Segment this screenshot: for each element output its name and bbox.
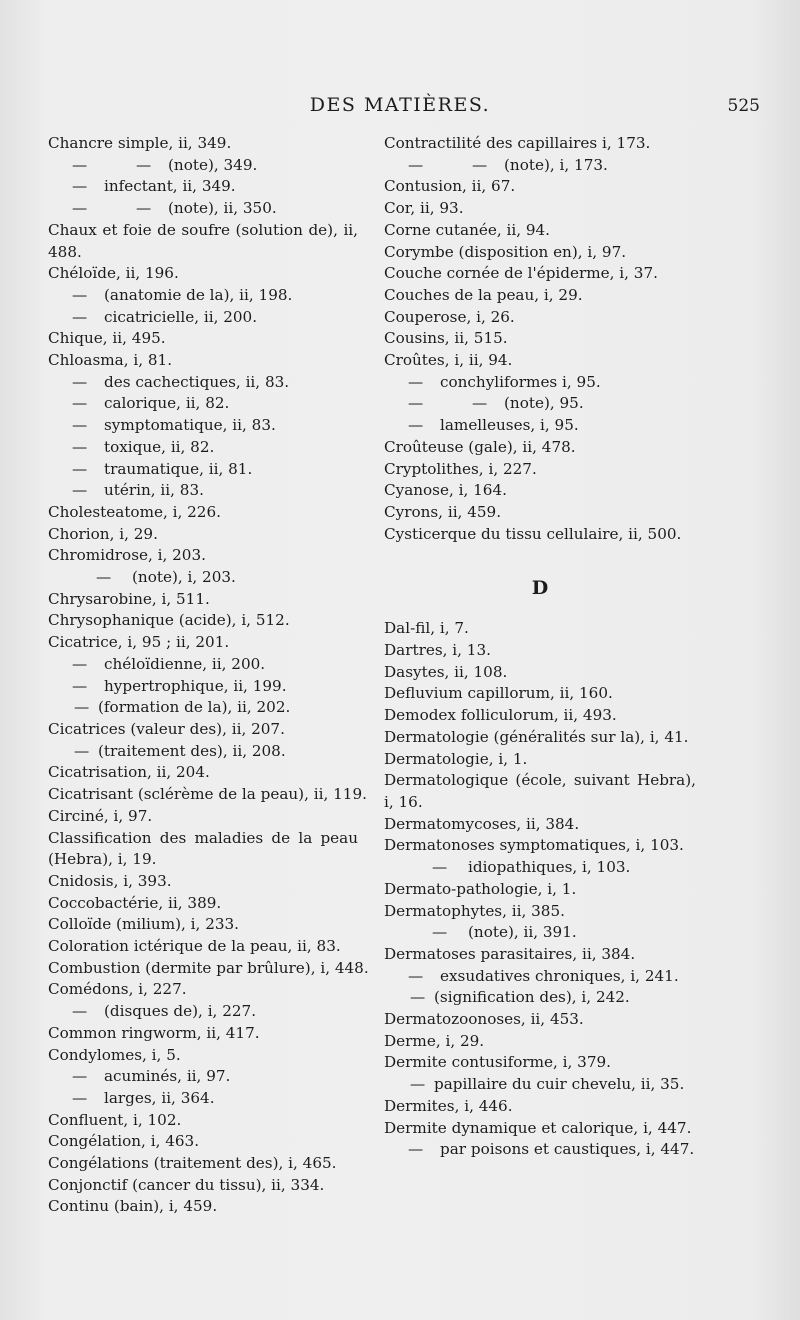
index-entry-text: Dermite contusiforme, i, 379.: [384, 1053, 611, 1072]
index-subentry-text: cicatricielle, ii, 200.: [104, 307, 258, 326]
index-entry: [384, 944, 696, 966]
index-entry: [48, 263, 358, 285]
index-entry: [48, 1175, 358, 1197]
index-subentry-text: par poisons et caustiques, i, 447.: [440, 1140, 695, 1159]
index-entry: [384, 372, 696, 394]
index-entry: [384, 1074, 696, 1096]
index-entry: [384, 1139, 696, 1161]
index-entry-text: Chaux et foie de soufre (solution de), ii, 488.: [48, 220, 358, 261]
index-subentry-text: (anatomie de la), ii, 198.: [104, 285, 293, 304]
index-entry: [384, 350, 696, 372]
index-subentry-text: (traitement des), ii, 208.: [98, 741, 286, 760]
index-entry-text: Condylomes, i, 5.: [48, 1045, 181, 1064]
index-entry-text: Defluvium capillorum, ii, 160.: [384, 684, 613, 703]
ditto-dash: —: [72, 676, 88, 695]
index-entry: [384, 220, 696, 242]
index-entry: [48, 1153, 358, 1175]
index-entry-text: Dermite dynamique et calorique, i, 447.: [384, 1118, 692, 1137]
index-entry: [384, 285, 696, 307]
index-entry: [384, 922, 696, 944]
index-entry: [48, 632, 358, 654]
ditto-dash: —: [72, 285, 88, 304]
index-entry: [48, 762, 358, 784]
index-entry: [384, 835, 696, 857]
ditto-dash: —: [408, 1140, 424, 1159]
index-entry: [48, 676, 358, 698]
index-entry: [384, 1009, 696, 1031]
index-entry-text: Chancre simple, ii, 349.: [48, 134, 232, 152]
index-entry: [384, 987, 696, 1009]
index-entry: [48, 1088, 358, 1110]
index-subentry-text: larges, ii, 364.: [104, 1088, 215, 1107]
index-entry-text: Cnidosis, i, 393.: [48, 871, 172, 890]
index-entry-text: Cryptolithes, i, 227.: [384, 459, 537, 478]
index-entry-text: Dasytes, ii, 108.: [384, 662, 508, 681]
ditto-dash: —: [408, 416, 424, 435]
index-entry-text: Cicatrices (valeur des), ii, 207.: [48, 719, 285, 738]
index-entry: [48, 307, 358, 329]
ditto-dash: —: [136, 155, 152, 174]
ditto-dash: —: [72, 307, 88, 326]
index-subentry-text: exsudatives chroniques, i, 241.: [440, 966, 679, 985]
index-entry: [384, 480, 696, 502]
index-subentry-text: des cachectiques, ii, 83.: [104, 372, 290, 391]
index-subentry-text: (formation de la), ii, 202.: [98, 698, 291, 717]
ditto-dash: —: [72, 437, 88, 456]
index-entry: [48, 806, 358, 828]
index-entry: [48, 697, 358, 719]
index-entry-text: Corne cutanée, ii, 94.: [384, 220, 551, 239]
index-entry: [48, 828, 358, 871]
index-entry-text: Cyanose, i, 164.: [384, 481, 507, 500]
index-entry-text: Chrysophanique (acide), i, 512.: [48, 611, 290, 630]
index-subentry-text: (note), i, 203.: [132, 568, 236, 587]
index-entry: [384, 524, 696, 546]
ditto-dash: —: [72, 155, 88, 174]
index-entry: [48, 328, 358, 350]
index-subentry-text: idiopathiques, i, 103.: [468, 858, 631, 877]
index-entry-text: Dermatologie, i, 1.: [384, 749, 528, 768]
index-entry: [384, 640, 696, 662]
index-entry-text: Couche cornée de l'épiderme, i, 37.: [384, 264, 658, 283]
index-entry: [48, 285, 358, 307]
index-entry-text: Dermatologique (école, suivant Hebra), i, 16.: [384, 771, 696, 811]
index-subentry-text: (note), 349.: [168, 155, 258, 174]
index-entry-text: Dermatoses parasitaires, ii, 384.: [384, 944, 636, 963]
index-entry: [384, 437, 696, 459]
index-entry-text: Comédons, i, 227.: [48, 980, 187, 999]
index-entry: [48, 936, 358, 958]
index-entry: [384, 1031, 696, 1053]
index-entry-text: Common ringworm, ii, 417.: [48, 1023, 260, 1042]
index-entry: [48, 979, 358, 1001]
index-entry-text: Dartres, i, 13.: [384, 641, 491, 660]
index-entry: [48, 893, 358, 915]
ditto-dash: —: [136, 199, 152, 218]
index-subentry-text: chéloïdienne, ii, 200.: [104, 654, 266, 673]
index-entry-text: Cicatrisant (sclérème de la peau), ii, 119.: [48, 785, 367, 804]
index-entry: [384, 155, 696, 177]
ditto-dash: —: [74, 741, 90, 760]
index-entry: [384, 459, 696, 481]
index-subentry-text: symptomatique, ii, 83.: [104, 416, 276, 435]
index-entry-text: Cicatrice, i, 95 ; ii, 201.: [48, 633, 230, 652]
index-entry: [384, 263, 696, 285]
ditto-dash: —: [72, 177, 88, 196]
index-entry: [48, 1045, 358, 1067]
index-entry: [48, 1196, 358, 1218]
index-entry: [48, 589, 358, 611]
index-entry: [48, 567, 358, 589]
index-entry: [48, 220, 358, 263]
index-entry-text: Dal-fil, i, 7.: [384, 619, 469, 638]
index-entry-text: Cor, ii, 93.: [384, 199, 464, 218]
index-subentry-text: infectant, ii, 349.: [104, 177, 236, 196]
ditto-dash: —: [410, 1075, 426, 1094]
index-subentry-text: traumatique, ii, 81.: [104, 459, 253, 478]
index-entry: [48, 784, 367, 806]
index-entry-text: Corymbe (disposition en), i, 97.: [384, 242, 627, 261]
index-entry-text: Croûtes, i, ii, 94.: [384, 351, 513, 370]
index-subentry-text: papillaire du cuir chevelu, ii, 35.: [434, 1075, 685, 1094]
index-entry: [384, 1096, 696, 1118]
index-entry-text: Dermatonoses symptomatiques, i, 103.: [384, 836, 684, 855]
index-entry-text: Demodex folliculorum, ii, 493.: [384, 706, 617, 725]
section-letter-heading: D: [531, 577, 549, 600]
ditto-dash: —: [432, 923, 448, 942]
index-entry: [384, 1052, 696, 1074]
ditto-dash: —: [72, 481, 88, 500]
ditto-dash: —: [72, 1002, 88, 1021]
index-column-right-c-entries: [384, 133, 696, 545]
index-column-left: [48, 133, 369, 1218]
index-entry: [48, 871, 358, 893]
index-entry: [48, 610, 358, 632]
index-entry-text: Chloasma, i, 81.: [48, 351, 173, 370]
index-entry: [384, 242, 696, 264]
index-entry-text: Cyrons, ii, 459.: [384, 502, 502, 521]
index-entry-text: Cicatrisation, ii, 204.: [48, 763, 210, 782]
index-entry: [384, 879, 696, 901]
index-entry: [48, 372, 358, 394]
index-entry-text: Conjonctif (cancer du tissu), ii, 334.: [48, 1175, 325, 1194]
index-entry: [48, 480, 358, 502]
index-entry: [48, 1066, 358, 1088]
index-entry-text: Circiné, i, 97.: [48, 806, 153, 825]
index-entry-text: Contusion, ii, 67.: [384, 177, 516, 196]
ditto-dash: —: [72, 1088, 88, 1107]
index-entry-text: Contractilité des capillaires i, 173.: [384, 134, 651, 152]
index-entry-text: Dermato-pathologie, i, 1.: [384, 879, 577, 898]
index-entry: [384, 814, 696, 836]
index-entry: [384, 307, 696, 329]
index-entry-text: Dermatozoonoses, ii, 453.: [384, 1010, 584, 1029]
index-entry: [384, 901, 696, 923]
ditto-dash: —: [72, 199, 88, 218]
index-subentry-text: (signification des), i, 242.: [434, 988, 630, 1007]
index-entry-text: Chique, ii, 495.: [48, 329, 166, 348]
index-entry: [384, 328, 696, 350]
index-entry: [48, 350, 358, 372]
index-entry-text: Confluent, i, 102.: [48, 1110, 182, 1129]
index-entry: [48, 437, 358, 459]
index-entry: [48, 741, 358, 763]
index-entry-text: Dermatophytes, ii, 385.: [384, 901, 565, 920]
index-entry-text: Cholesteatome, i, 226.: [48, 502, 221, 521]
index-entry: [384, 727, 696, 749]
index-entry: [48, 502, 358, 524]
index-subentry-text: (disques de), i, 227.: [104, 1002, 257, 1021]
index-entry: [384, 415, 696, 437]
index-entry: [48, 1001, 358, 1023]
ditto-dash: —: [408, 394, 424, 413]
index-subentry-text: acuminés, ii, 97.: [104, 1067, 231, 1086]
index-entry: [48, 1131, 358, 1153]
ditto-dash: —: [72, 1067, 88, 1086]
ditto-dash: —: [72, 372, 88, 391]
index-subentry-text: utérin, ii, 83.: [104, 481, 204, 500]
index-entry: [384, 502, 696, 524]
index-entry-text: Dermites, i, 446.: [384, 1096, 513, 1115]
index-entry-text: Combustion (dermite par brûlure), i, 448.: [48, 958, 369, 977]
index-entry-text: Chrysarobine, i, 511.: [48, 589, 210, 608]
index-entry-text: Coccobactérie, ii, 389.: [48, 893, 222, 912]
index-entry-text: Dermatologie (généralités sur la), i, 41.: [384, 727, 689, 746]
index-subentry-text: (note), ii, 391.: [468, 923, 577, 942]
ditto-dash: —: [408, 372, 424, 391]
index-entry-text: Couperose, i, 26.: [384, 307, 515, 326]
page-number: 525: [727, 96, 760, 116]
index-subentry-text: toxique, ii, 82.: [104, 437, 215, 456]
index-entry: [384, 683, 696, 705]
ditto-dash: —: [74, 698, 90, 717]
index-entry-text: Continu (bain), i, 459.: [48, 1197, 218, 1216]
index-entry-text: Congélation, i, 463.: [48, 1132, 200, 1151]
index-entry-text: Croûteuse (gale), ii, 478.: [384, 437, 576, 456]
index-subentry-text: conchyliformes i, 95.: [440, 372, 601, 391]
index-entry-text: Coloration ictérique de la peau, ii, 83.: [48, 937, 341, 956]
ditto-dash: —: [72, 416, 88, 435]
index-entry: [48, 958, 369, 980]
index-entry-text: Congélations (traitement des), i, 465.: [48, 1154, 337, 1173]
index-entry-text: Classification des maladies de la peau (Hebra), i, 19.: [48, 828, 358, 869]
ditto-dash: —: [72, 394, 88, 413]
index-entry: [48, 1110, 358, 1132]
index-entry: [48, 393, 358, 415]
index-entry: [48, 1023, 358, 1045]
index-subentry-text: (note), 95.: [504, 394, 584, 413]
index-entry: [48, 524, 358, 546]
index-entry: [384, 662, 696, 684]
index-entry: [384, 705, 696, 727]
index-subentry-text: (note), i, 173.: [504, 155, 608, 174]
ditto-dash: —: [72, 654, 88, 673]
index-subentry-text: calorique, ii, 82.: [104, 394, 230, 413]
ditto-dash: —: [408, 155, 424, 174]
index-entry-text: Colloïde (milium), i, 233.: [48, 915, 240, 934]
index-entry: [384, 393, 696, 415]
index-column-right-d-entries: [384, 618, 696, 1161]
index-subentry-text: lamelleuses, i, 95.: [440, 416, 579, 435]
index-entry: [48, 545, 358, 567]
ditto-dash: —: [96, 568, 112, 587]
index-entry: [48, 459, 358, 481]
index-entry: [384, 1118, 696, 1140]
index-entry: [48, 176, 358, 198]
page-title: DES MATIÈRES.: [309, 94, 491, 116]
index-entry: [48, 654, 358, 676]
index-entry: [384, 749, 696, 771]
index-entry-text: Derme, i, 29.: [384, 1031, 485, 1050]
index-entry-text: Cysticerque du tissu cellulaire, ii, 500.: [384, 524, 682, 543]
index-subentry-text: hypertrophique, ii, 199.: [104, 676, 287, 695]
index-entry-text: Couches de la peau, i, 29.: [384, 285, 583, 304]
index-entry-text: Dermatomycoses, ii, 384.: [384, 814, 580, 833]
index-entry: [48, 415, 358, 437]
index-entry: [48, 155, 358, 177]
ditto-dash: —: [408, 966, 424, 985]
index-entry: [384, 618, 696, 640]
index-entry-text: Chromidrose, i, 203.: [48, 546, 206, 565]
index-entry-text: Cousins, ii, 515.: [384, 329, 508, 348]
index-entry: [384, 770, 696, 813]
index-entry: [384, 857, 696, 879]
ditto-dash: —: [410, 988, 426, 1007]
index-entry: [48, 198, 358, 220]
ditto-dash: —: [72, 459, 88, 478]
ditto-dash: —: [472, 155, 488, 174]
index-entry: [384, 133, 696, 155]
index-entry: [384, 198, 696, 220]
ditto-dash: —: [472, 394, 488, 413]
index-entry: [384, 966, 696, 988]
index-entry: [384, 176, 696, 198]
ditto-dash: —: [432, 858, 448, 877]
index-entry: [48, 133, 358, 155]
index-subentry-text: (note), ii, 350.: [168, 199, 277, 218]
index-column-right: [384, 133, 696, 1161]
index-entry: [48, 719, 358, 741]
index-entry-text: Chéloïde, ii, 196.: [48, 264, 179, 283]
index-entry-text: Chorion, i, 29.: [48, 524, 158, 543]
index-entry: [48, 914, 358, 936]
